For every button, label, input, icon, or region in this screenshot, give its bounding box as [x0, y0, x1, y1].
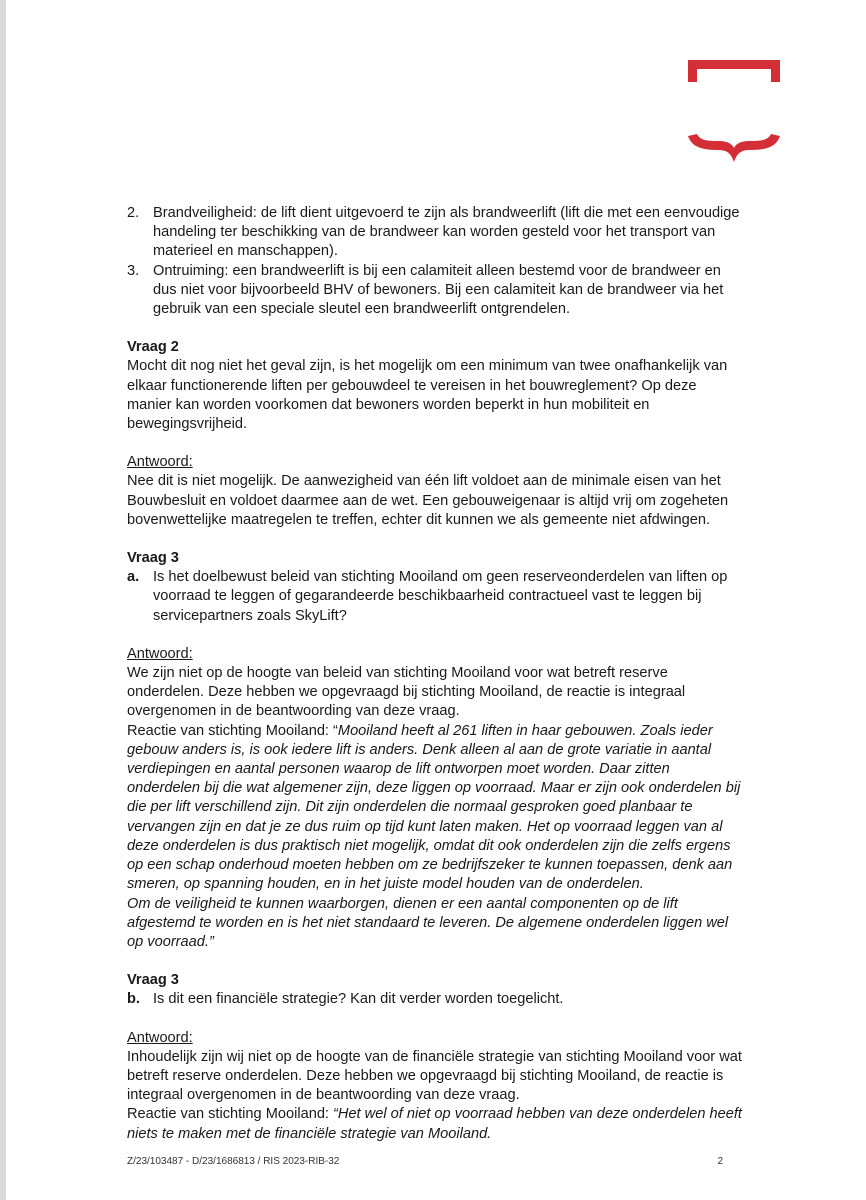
list-text: Ontruiming: een brandweerlift is bij een calamiteit alleen bestemd voor de brandweer en dus niet voor bijvoorbeeld BHV of bewoners. Bij een calamiteit kan de brandweer via het gebruik van een speciale sleutel een brandweerlift ontgrendelen. — [153, 262, 724, 318]
vraag3b-reaction — [127, 1105, 742, 1143]
vraag3b-question: Is dit een financiële strategie? Kan dit verder worden toegelicht. — [153, 991, 564, 1008]
vraag3a-reaction-intro: Reactie van stichting Mooiland: “ — [127, 722, 338, 739]
vraag3a-reaction-continued — [127, 895, 742, 953]
list-text: Brandveiligheid: de lift dient uitgevoerd te zijn als brandweerlift (lift die met een eenvoudige handeling ter beschikking van de brandweer kan worden gesteld voor het transport van materieel en manschappen). — [153, 205, 740, 260]
list-number: 3. — [127, 262, 140, 279]
vraag2-title: Vraag 2 — [127, 339, 179, 356]
document-body — [127, 204, 742, 1144]
list-number: 2. — [127, 205, 140, 221]
page-footer — [127, 1156, 723, 1167]
vraag3a-reaction-quote: Mooiland heeft al 261 liften in haar gebouwen. Zoals ieder gebouw anders is, is ook iedere lift is anders. Denk alleen al aan de grote variatie in aantal verdiepingen en aantal personen waarop de lift ontworpen moet worden. Daar zitten onderdelen bij die wat algemener zijn, deze liggen op voorraad. Maar er zijn ook onderdelen bij die per lift verschillend zijn. Dit zijn onderdelen die normaal gesproken goed planbaar te vervangen zijn en dat je ze dus ruim op tijd kunt laten maken. Het op voorraad leggen van al deze onderdelen is dus praktisch niet mogelijk, omdat dit ook onderdelen zijn die zelfs ergens op een schap onderhoud moeten hebben om ze bedrijfszeker te kunnen toepassen, denk aan smeren, op spanning houden, en in het juiste model houden van de onderdelen. — [127, 722, 741, 893]
vraag3a-title: Vraag 3 — [127, 550, 179, 567]
document-reference: Z/23/103487 - D/23/1686813 / RIS 2023-RIB-32 — [127, 1156, 340, 1167]
vraag3a-question: Is het doelbewust beleid van stichting Mooiland om geen reserveonderdelen van liften op voorraad te leggen of gegarandeerde beschikbaarheid contractueel vast te leggen bij servicepartners zoals SkyLift? — [153, 569, 728, 624]
vraag3b-answer: Inhoudelijk zijn wij niet op de hoogte van de financiële strategie van stichting Mooiland voor wat betreft reserve onderdelen. Deze hebben we opgevraagd bij stichting Mooiland, de reactie is integraal overgenomen in de beantwoording van deze vraag. — [127, 1048, 742, 1104]
vraag3a-question-row — [127, 568, 742, 626]
page-number: 2 — [717, 1156, 723, 1167]
vraag3a-answer: We zijn niet op de hoogte van beleid van stichting Mooiland voor wat betreft reserve onderdelen. Deze hebben we opgevraagd bij stichting Mooiland, de reactie is integraal overgenomen in de beantwoording van deze vraag. — [127, 665, 686, 720]
list-item-2 — [127, 204, 742, 262]
vraag3b-reaction-intro: Reactie van stichting Mooiland: — [127, 1106, 334, 1123]
vraag3a-reaction — [127, 722, 742, 895]
vraag3a-reaction-quote-2: Om de veiligheid te kunnen waarborgen, dienen er een aantal componenten op de lift afgestemd te worden en is het niet standaard te leveren. De algemene onderdelen liggen wel op voorraad.” — [127, 895, 729, 950]
vraag2-answer: Nee dit is niet mogelijk. De aanwezigheid van één lift voldoet aan de minimale eisen van het Bouwbesluit en voldoet daarmee aan de wet. Een gebouweigenaar is altijd vrij om zogeheten bovenwettelijke maatregelen te treffen, echter dit kunnen we als gemeente niet afdwingen. — [127, 473, 729, 528]
vraag3a-answer-label: Antwoord: — [127, 645, 193, 662]
vraag3a-sub-label: a. — [127, 569, 140, 586]
list-item-3 — [127, 262, 742, 320]
vraag2-answer-label: Antwoord: — [127, 454, 193, 471]
municipality-logo-icon — [688, 60, 780, 164]
vraag3b-sub-label: b. — [127, 991, 140, 1008]
vraag3b-question-row — [127, 990, 742, 1009]
vraag3b-reaction-quote: “Het wel of niet op voorraad hebben van deze onderdelen heeft niets te maken met de financiële strategie van Mooiland. — [127, 1106, 742, 1142]
vraag3b-title: Vraag 3 — [127, 972, 179, 989]
vraag3b-answer-label: Antwoord: — [127, 1029, 193, 1046]
vraag2-question: Mocht dit nog niet het geval zijn, is het mogelijk om een minimum van twee onafhankelijk van elkaar functionerende liften per gebouwdeel te vereisen in het bouwreglement? Op deze manier kan worden voorkomen dat bewoners worden beperkt in hun mobiliteit en bewegingsvrijheid. — [127, 358, 728, 433]
document-page — [6, 0, 866, 1200]
